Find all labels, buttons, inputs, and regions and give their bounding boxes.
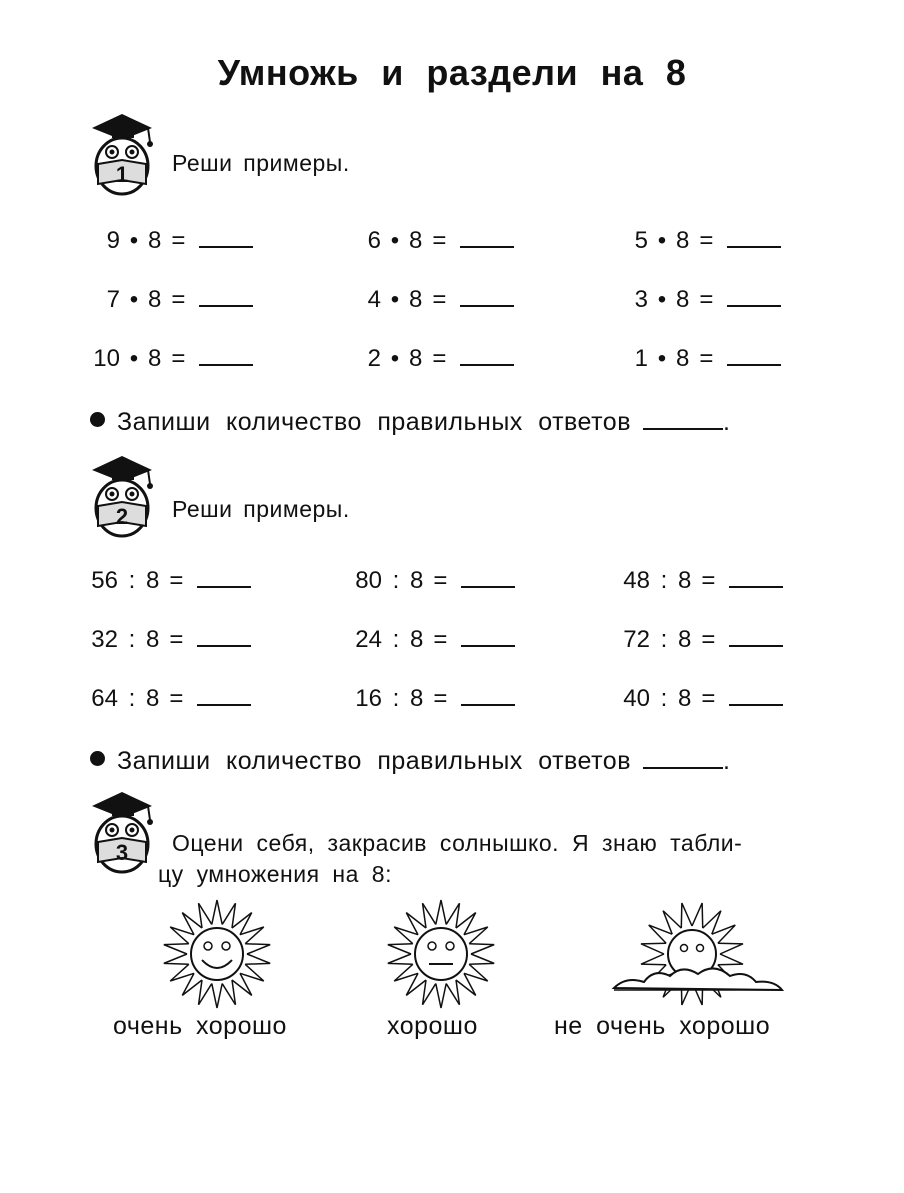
example-equals: = [432, 345, 447, 372]
example-operator: : [660, 567, 668, 594]
example-operand-b: 8 [146, 626, 160, 653]
example-equals: = [701, 626, 716, 653]
example-task2-3 [622, 566, 783, 595]
example-equals: = [701, 567, 716, 594]
example-task1-5 [353, 285, 514, 314]
sun-good-icon[interactable] [382, 898, 500, 1010]
example-operand-b: 8 [410, 567, 424, 594]
example-equals: = [432, 286, 447, 313]
answer-blank[interactable] [460, 285, 514, 307]
answer-blank[interactable] [461, 566, 515, 588]
task-2-record-line [90, 747, 730, 776]
answer-blank[interactable] [727, 285, 781, 307]
example-operator: • [129, 286, 139, 313]
example-operand-a: 6 [367, 227, 381, 254]
example-operand-b: 8 [409, 286, 423, 313]
example-task2-6 [622, 625, 783, 654]
example-operator: • [390, 227, 400, 254]
answer-blank[interactable] [199, 344, 253, 366]
answer-blank[interactable] [727, 344, 781, 366]
example-operator: : [128, 626, 136, 653]
example-operand-b: 8 [146, 567, 160, 594]
example-task2-2 [354, 566, 515, 595]
example-operand-b: 8 [146, 685, 160, 712]
example-operator: : [660, 685, 668, 712]
example-operator: • [657, 286, 667, 313]
answer-blank[interactable] [197, 684, 251, 706]
bullet-icon [90, 751, 105, 766]
task-3-instruction [158, 828, 743, 890]
example-operand-b: 8 [676, 286, 690, 313]
example-equals: = [171, 286, 186, 313]
task-3-line-2: цу умножения на 8: [158, 861, 392, 887]
task-1-record-text: Запиши количество правильных ответов [117, 408, 631, 436]
example-operand-b: 8 [410, 685, 424, 712]
caption-not-very-good: не очень хорошо [554, 1012, 771, 1040]
answer-blank[interactable] [199, 226, 253, 248]
example-equals: = [171, 227, 186, 254]
example-operand-b: 8 [410, 626, 424, 653]
example-operand-b: 8 [409, 227, 423, 254]
example-task1-3 [620, 226, 781, 255]
example-equals: = [169, 626, 184, 653]
task-2-record-blank[interactable] [643, 749, 723, 769]
answer-blank[interactable] [461, 625, 515, 647]
answer-blank[interactable] [729, 566, 783, 588]
answer-blank[interactable] [199, 285, 253, 307]
task-1-instruction: Реши примеры. [172, 150, 350, 176]
example-operand-b: 8 [678, 685, 692, 712]
example-task2-7 [90, 684, 251, 713]
example-equals: = [433, 685, 448, 712]
example-equals: = [432, 227, 447, 254]
task-2-record-text: Запиши количество правильных ответов [117, 747, 631, 775]
example-operand-a: 2 [367, 345, 381, 372]
example-equals: = [699, 286, 714, 313]
example-operand-b: 8 [678, 626, 692, 653]
example-task1-6 [620, 285, 781, 314]
example-operand-a: 40 [623, 685, 650, 712]
example-equals: = [433, 626, 448, 653]
caption-good: хорошо [387, 1012, 478, 1040]
example-task1-7 [92, 344, 253, 373]
task-1-record-blank[interactable] [643, 410, 723, 430]
example-operator: • [129, 345, 139, 372]
example-task2-8 [354, 684, 515, 713]
example-operand-a: 5 [634, 227, 648, 254]
example-operand-a: 80 [355, 567, 382, 594]
example-operator: • [390, 286, 400, 313]
answer-blank[interactable] [460, 344, 514, 366]
example-task2-1 [90, 566, 251, 595]
example-operator: • [390, 345, 400, 372]
example-operator: : [128, 567, 136, 594]
example-operand-a: 72 [623, 626, 650, 653]
example-operand-a: 1 [634, 345, 648, 372]
example-operand-b: 8 [409, 345, 423, 372]
example-equals: = [699, 345, 714, 372]
example-task1-4 [92, 285, 253, 314]
answer-blank[interactable] [197, 625, 251, 647]
example-operand-a: 32 [91, 626, 118, 653]
example-operand-a: 10 [93, 345, 120, 372]
answer-blank[interactable] [727, 226, 781, 248]
task-3-line-1: Оцени себя, закрасив солнышко. Я знаю табли- [172, 830, 743, 856]
example-operator: • [657, 227, 667, 254]
example-equals: = [433, 567, 448, 594]
sun-not-very-good-icon[interactable] [606, 898, 786, 1010]
example-operator: : [392, 626, 400, 653]
example-task2-5 [354, 625, 515, 654]
task-2-record-end: . [723, 747, 731, 775]
example-operand-b: 8 [148, 286, 162, 313]
example-task2-9 [622, 684, 783, 713]
example-operand-a: 7 [106, 286, 120, 313]
example-operator: • [657, 345, 667, 372]
example-operator: : [392, 567, 400, 594]
task-3-number: 3 [115, 840, 129, 865]
example-equals: = [171, 345, 186, 372]
example-operator: : [660, 626, 668, 653]
task-2-number: 2 [115, 504, 129, 529]
answer-blank[interactable] [461, 684, 515, 706]
task-1-record-line [90, 408, 730, 437]
task-1-number: 1 [115, 162, 129, 187]
example-operand-a: 9 [106, 227, 120, 254]
answer-blank[interactable] [197, 566, 251, 588]
example-task2-4 [90, 625, 251, 654]
example-operator: : [128, 685, 136, 712]
example-equals: = [701, 685, 716, 712]
task-1-record-end: . [723, 408, 731, 436]
example-equals: = [169, 567, 184, 594]
example-operand-a: 4 [367, 286, 381, 313]
example-operand-b: 8 [676, 227, 690, 254]
page-title: Умножь и раздели на 8 [217, 52, 687, 93]
bullet-icon [90, 412, 105, 427]
example-operand-a: 3 [634, 286, 648, 313]
owl-icon-task-2 [88, 448, 160, 538]
example-operand-b: 8 [676, 345, 690, 372]
example-equals: = [699, 227, 714, 254]
example-operand-a: 64 [91, 685, 118, 712]
example-operand-a: 16 [355, 685, 382, 712]
example-operator: • [129, 227, 139, 254]
answer-blank[interactable] [729, 625, 783, 647]
example-operand-b: 8 [148, 227, 162, 254]
example-operator: : [392, 685, 400, 712]
owl-icon-task-1 [88, 106, 160, 196]
answer-blank[interactable] [460, 226, 514, 248]
example-task1-9 [620, 344, 781, 373]
owl-icon-task-3 [88, 784, 160, 874]
example-task1-8 [353, 344, 514, 373]
example-operand-b: 8 [148, 345, 162, 372]
caption-very-good: очень хорошо [113, 1012, 287, 1040]
example-task1-1 [92, 226, 253, 255]
example-operand-b: 8 [678, 567, 692, 594]
example-operand-a: 56 [91, 567, 118, 594]
sun-very-good-icon[interactable] [158, 898, 276, 1010]
example-equals: = [169, 685, 184, 712]
answer-blank[interactable] [729, 684, 783, 706]
example-operand-a: 48 [623, 567, 650, 594]
example-task1-2 [353, 226, 514, 255]
example-operand-a: 24 [355, 626, 382, 653]
task-2-instruction: Реши примеры. [172, 496, 350, 522]
